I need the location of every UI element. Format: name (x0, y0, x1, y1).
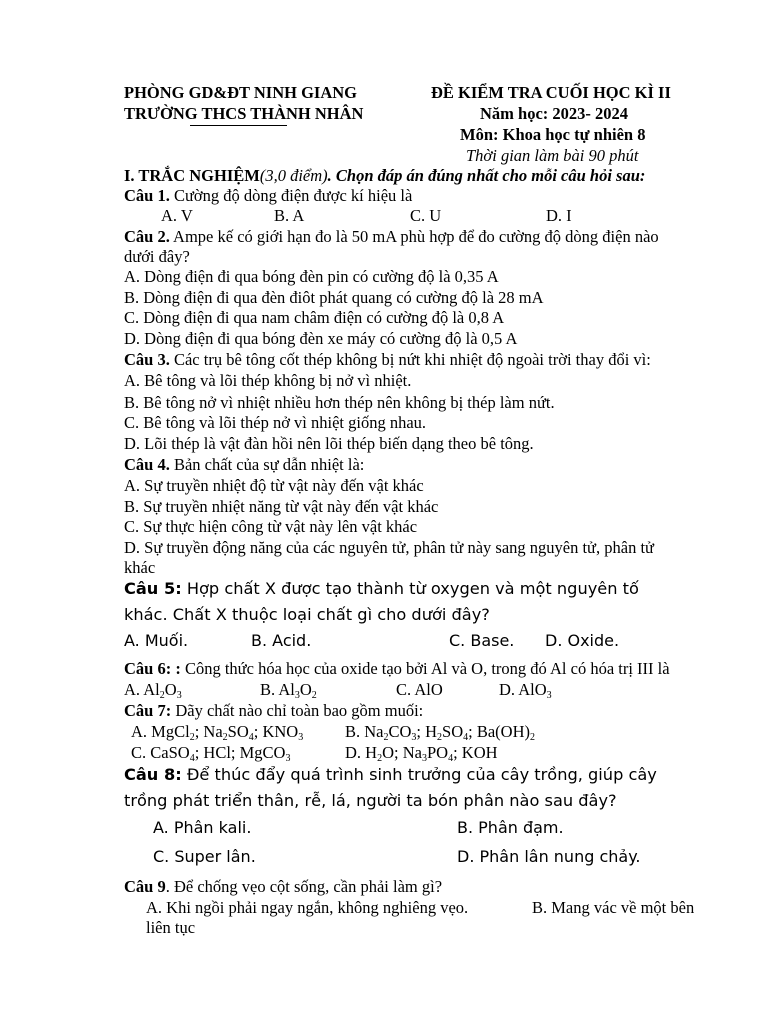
question-3: Câu 3. Các trụ bê tông cốt thép không bị nứt khi nhiệt độ ngoài trời thay đổi vì: (124, 350, 651, 369)
q5-option-b: B. Acid. (251, 631, 312, 650)
q1-option-b: B. A (274, 206, 305, 225)
subject: Môn: Khoa học tự nhiên 8 (460, 125, 646, 144)
question-9: Câu 9. Để chống vẹo cột sống, cần phải làm gì? (124, 877, 443, 896)
question-7: Câu 7: Dãy chất nào chỉ toàn bao gồm muối: (124, 701, 424, 720)
q2-option-b: B. Dòng điện đi qua đèn điôt phát quang có cường độ là 28 mA (124, 288, 544, 307)
q7-option-d: D. $H_2O$; $Na_3PO_4$; KOH (345, 743, 498, 764)
q6-option-d: D. AlO$_3$ (499, 680, 552, 701)
q1-option-d: D. I (546, 206, 572, 225)
q8-option-b: B. Phân đạm. (457, 818, 564, 837)
q4-option-b: B. Sự truyền nhiệt năng từ vật này đến vật khác (124, 497, 439, 516)
q4-option-d-cont: khác (124, 558, 156, 577)
q5-option-d: D. Oxide. (545, 631, 620, 650)
q4-option-a: A. Sự truyền nhiệt độ từ vật này đến vật khác (124, 476, 424, 495)
q2-option-a: A. Dòng điện đi qua bóng đèn pin có cường độ là 0,35 A (124, 267, 499, 286)
q9-option-a: A. Khi ngồi phải ngay ngắn, không nghiêng vẹo. (146, 898, 469, 917)
question-1: Câu 1. Cường độ dòng điện được kí hiệu là (124, 186, 413, 205)
q1-option-a: A. V (161, 206, 193, 225)
q8-option-c: C. Super lân. (153, 847, 256, 866)
question-6: Câu 6: : Công thức hóa học của oxide tạo bởi Al và O, trong đó Al có hóa trị III là (124, 659, 670, 678)
department-name: PHÒNG GD&ĐT NINH GIANG (124, 83, 357, 102)
question-8-cont: trồng phát triển thân, rễ, lá, người ta bón phân nào sau đây? (124, 791, 617, 810)
question-8: Câu 8: Để thúc đẩy quá trình sinh trưởng của cây trồng, giúp cây (124, 765, 657, 784)
exam-title: ĐỀ KIỂM TRA CUỐI HỌC KÌ II (431, 83, 671, 102)
q6-option-b: B. $Al_3O_2$ (260, 680, 317, 701)
question-4: Câu 4. Bản chất của sự dẫn nhiệt là: (124, 455, 365, 474)
question-2-cont: dưới đây? (124, 247, 190, 266)
q5-option-a: A. Muối. (124, 631, 189, 650)
q7-option-c: C. CaSO$_4$; HCl; MgCO$_3$ (131, 743, 291, 764)
q4-option-d: D. Sự truyền động năng của các nguyên tử, phân tử này sang nguyên tử, phân tử (124, 538, 654, 557)
q8-option-d: D. Phân lân nung chảy. (457, 847, 641, 866)
q3-option-d: D. Lõi thép là vật đàn hồi nên lõi thép biến dạng theo bê tông. (124, 434, 534, 453)
q1-option-c: C. U (410, 206, 442, 225)
q6-option-c: C. AlO (396, 680, 443, 699)
q8-option-a: A. Phân kali. (153, 818, 252, 837)
q6-option-a: A. $Al_2O_3$ (124, 680, 182, 701)
question-2: Câu 2. Ampe kế có giới hạn đo là 50 mA phù hợp để đo cường độ dòng điện nào (124, 227, 659, 246)
q2-option-c: C. Dòng điện đi qua nam châm điện có cường độ là 0,8 A (124, 308, 505, 327)
q2-option-d: D. Dòng điện đi qua bóng đèn xe máy có cường độ là 0,5 A (124, 329, 518, 348)
q3-option-b: B. Bê tông nở vì nhiệt nhiều hơn thép nên không bị thép làm nứt. (124, 393, 555, 412)
section-title: I. TRẮC NGHIỆM(3,0 điểm). Chọn đáp án đúng nhất cho mỗi câu hỏi sau: (124, 166, 646, 185)
q7-option-b: B. $Na_2CO_3$; $H_2SO_4$; $Ba(OH)_2$ (345, 722, 535, 743)
school-name: TRƯỜNG THCS THÀNH NHÂN (124, 104, 364, 123)
header-divider (190, 125, 287, 126)
school-year: Năm học: 2023- 2024 (480, 104, 629, 123)
q3-option-c: C. Bê tông và lõi thép nở vì nhiệt giống nhau. (124, 413, 427, 432)
q9-option-b-cont: liên tục (146, 918, 196, 937)
q5-option-c: C. Base. (449, 631, 515, 650)
q4-option-c: C. Sự thực hiện công từ vật này lên vật khác (124, 517, 418, 536)
question-5: Câu 5: Hợp chất X được tạo thành từ oxygen và một nguyên tố (124, 579, 639, 598)
q9-option-b: B. Mang vác về một bên (532, 898, 695, 917)
q3-option-a: A. Bê tông và lõi thép không bị nở vì nhiệt. (124, 371, 412, 390)
duration: Thời gian làm bài 90 phút (466, 146, 639, 165)
q7-option-a: A. MgCl$_2$; $Na_2SO_4$; $KNO_3$ (131, 722, 304, 743)
question-5-cont: khác. Chất X thuộc loại chất gì cho dưới đây? (124, 605, 490, 624)
